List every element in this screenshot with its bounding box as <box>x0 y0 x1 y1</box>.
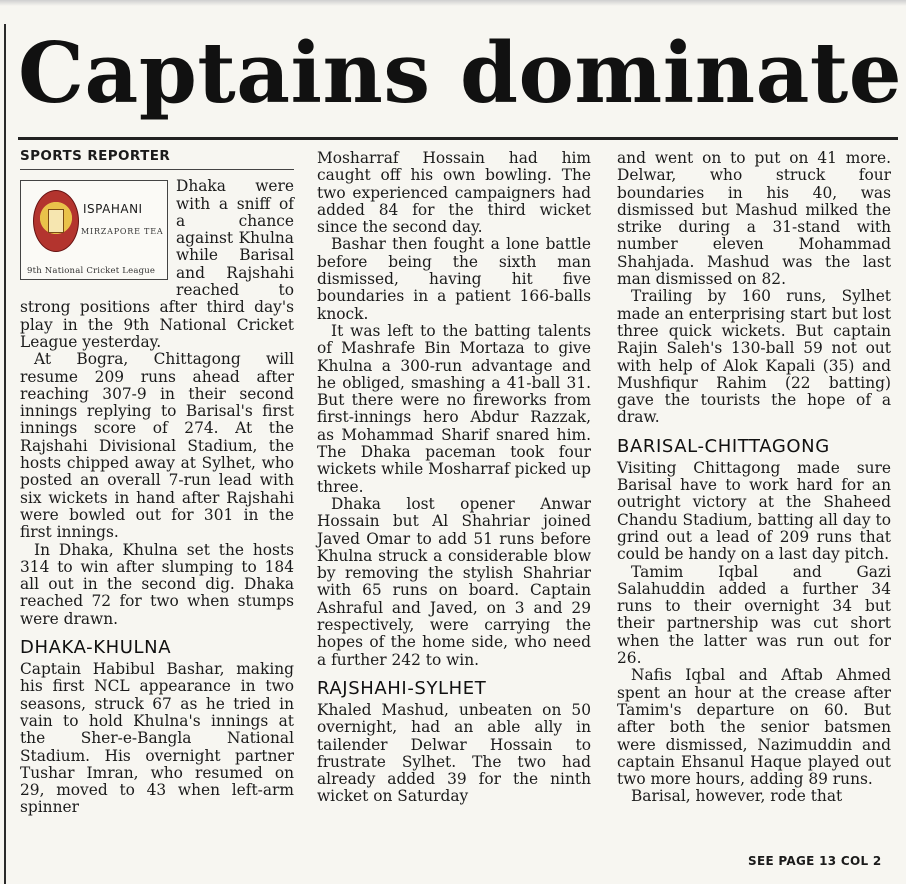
paragraph: Visiting Chittagong made sure Barisal have to work hard for an outright victory at the Shaheed Chandu Stadium, batting all day to grind out a lead of 209 runs that could be handy on a last day pitch. <box>617 458 891 564</box>
paragraph: In Dhaka, Khulna set the hosts 314 to win after slumping to 184 all out in the second dig. Dhaka reached 72 for two when stumps were drawn. <box>20 540 294 628</box>
left-column-rule <box>4 24 6 884</box>
logo-event: 9th National Cricket League <box>27 266 156 277</box>
sponsor-logo <box>20 180 168 280</box>
paragraph: Khaled Mashud, unbeaten on 50 overnight, had an able ally in tailender Delwar Hossain to frustrate Sylhet. The two had already added 39 for the ninth wicket on Saturday <box>317 700 591 806</box>
paragraph: Nafis Iqbal and Aftab Ahmed spent an hour at the crease after Tamim's departure on 60. But after both the senior batsmen were dismissed, Nazimuddin and captain Ehsanul Haque played out two more hours, adding 89 runs. <box>617 666 891 789</box>
headline: Captains dominate <box>18 24 903 122</box>
headline-rule <box>18 137 898 140</box>
paragraph: Bashar then fought a lone battle before being the sixth man dismissed, having hit five boundaries in a patient 166-balls knock. <box>317 235 591 323</box>
continuation-jump[interactable]: SEE PAGE 13 COL 2 <box>748 854 882 868</box>
paragraph: Mosharraf Hossain had him caught off his own bowling. The two experienced campaigners had added 84 for the third wicket since the second day. <box>317 149 591 237</box>
paragraph: Dhaka lost opener Anwar Hossain but Al Shahriar joined Javed Omar to add 51 runs before Khulna struck a considerable blow by removing the stylish Shahriar with 65 runs on board. Captain Ashraful and Javed, on 3 and 29 respectively, were carrying the hopes of the home side, who need a further 242 to win. <box>317 494 591 669</box>
paragraph: Trailing by 160 runs, Sylhet made an enterprising start but lost three quick wickets. But captain Rajin Saleh's 130-ball 59 not out with help of Alok Kapali (35) and Mushfiqur Rahim (22 batting) gave the tourists the hope of a draw. <box>617 287 891 427</box>
paragraph: Tamim Iqbal and Gazi Salahuddin added a further 34 runs to their overnight 34 but their partnership was cut short when the latter was run out for 26. <box>617 562 891 668</box>
subhead-rajshahi-sylhet: RAJSHAHI-SYLHET <box>317 677 487 699</box>
paragraph: At Bogra, Chittagong will resume 209 runs ahead after reaching 307-9 in their second innings replying to Barisal's first innings score of 274. At the Rajshahi Divisional Stadium, the hosts chipped away at Sylhet, who posted an overall 7-run lead with six wickets in hand after Rajshahi were bowled out for 301 in the first innings. <box>20 350 294 542</box>
paragraph: Barisal, however, rode that <box>631 787 843 806</box>
paragraph: and went on to put on 41 more. Delwar, who struck four boundaries in his 40, was dismissed but Mashud milked the strike during a 31-stand with number eleven Mohammad Shahjada. Mashud was the last man dismissed on 82. <box>617 149 891 289</box>
logo-brand: ISPAHANI <box>83 202 143 217</box>
subhead-dhaka-khulna: DHAKA-KHULNA <box>20 637 172 659</box>
logo-brand-sub: MIRZAPORE TEA <box>81 227 164 237</box>
top-border <box>0 0 906 6</box>
paragraph: Captain Habibul Bashar, making his first NCL appearance in two seasons, struck 67 as he tried in vain to hold Khulna's innings at the Sher-e-Bangla National Stadium. His overnight partner Tushar Imran, who resumed on 29, moved to 43 when left-arm spinner <box>20 660 294 817</box>
tea-packet-icon <box>33 190 79 252</box>
column-3 <box>617 150 891 806</box>
paragraph: It was left to the batting talents of Mashrafe Bin Mortaza to give Khulna a 300-run advantage and he obliged, smashing a 41-ball 31. But there were no fireworks from first-innings hero Abdur Razzak, as Mohammad Sharif snared him. The Dhaka paceman took four wickets while Mosharraf picked up three. <box>317 321 591 496</box>
column-1 <box>20 147 294 817</box>
column-2 <box>317 150 591 806</box>
intro-paragraph: Dhaka were with a sniff of a chance against Khulna while Barisal and Rajshahi reached to strong positions after third day's play in the 9th National Cricket League yesterday. <box>20 177 294 351</box>
byline: SPORTS REPORTER <box>20 148 294 170</box>
subhead-barisal-chittagong: BARISAL-CHITTAGONG <box>617 435 830 457</box>
